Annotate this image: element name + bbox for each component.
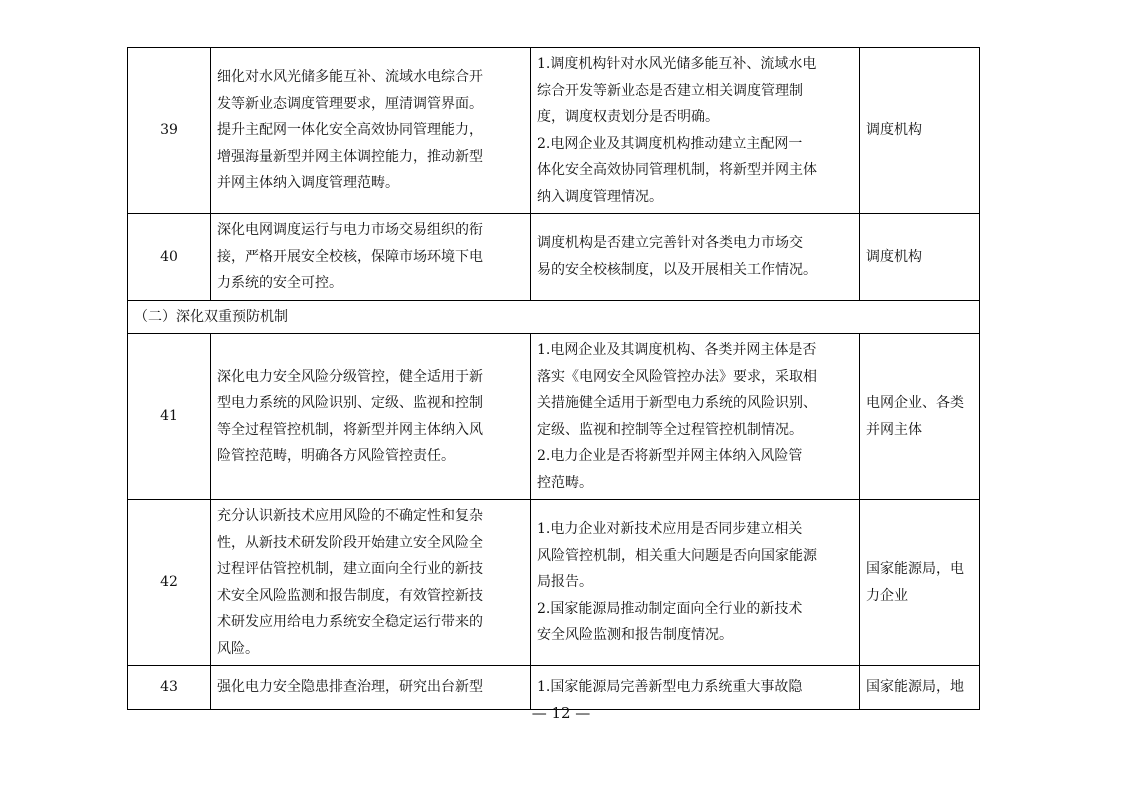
text-line: 1.调度机构针对水风光储多能互补、流域水电 bbox=[537, 56, 817, 72]
responsible-cell bbox=[860, 334, 980, 500]
text-line: 术研发应用给电力系统安全稳定运行带来的 bbox=[217, 614, 483, 630]
responsible-cell bbox=[860, 666, 980, 710]
text-line: 局报告。 bbox=[537, 574, 593, 591]
text-line: 力系统的安全可控。 bbox=[217, 275, 343, 291]
check-cell bbox=[531, 334, 860, 500]
text-line: 电网企业、各类 bbox=[866, 395, 964, 411]
text-line: 并网主体 bbox=[866, 421, 922, 438]
text-line: 风险管控机制，相关重大问题是否向国家能源 bbox=[537, 547, 817, 564]
text-line: 关措施健全适用于新型电力系统的风险识别、 bbox=[537, 395, 817, 411]
text-line: 深化电力安全风险分级管控，健全适用于新 bbox=[217, 368, 483, 385]
text-line: 2.电力企业是否将新型并网主体纳入风险管 bbox=[537, 448, 803, 464]
text-line: 提升主配网一体化安全高效协同管理能力， bbox=[217, 122, 483, 139]
text-line: 等全过程管控机制，将新型并网主体纳入风 bbox=[217, 421, 483, 438]
section-heading: （二）深化双重预防机制 bbox=[128, 300, 980, 334]
table-row bbox=[128, 48, 980, 214]
text-line: 定级、监视和控制等全过程管控机制情况。 bbox=[537, 421, 803, 438]
responsible-cell bbox=[860, 214, 980, 301]
table-row bbox=[128, 214, 980, 301]
text-line: 国家能源局，电 bbox=[866, 561, 964, 577]
text-line: 1.电力企业对新技术应用是否同步建立相关 bbox=[537, 521, 803, 538]
responsible-cell bbox=[860, 48, 980, 214]
check-cell bbox=[531, 666, 860, 710]
text-line: 易的安全校核制度，以及开展相关工作情况。 bbox=[537, 261, 817, 278]
text-line: 力企业 bbox=[866, 587, 908, 604]
text-line: 控范畴。 bbox=[537, 474, 593, 491]
check-cell bbox=[531, 214, 860, 301]
text-line: 并网主体纳入调度管理范畴。 bbox=[217, 175, 399, 192]
page-number: — 12 — bbox=[531, 704, 591, 722]
row-number: 42 bbox=[128, 500, 211, 666]
text-line: 调度机构 bbox=[866, 122, 922, 139]
text-line: 1.国家能源局完善新型电力系统重大事故隐 bbox=[537, 679, 803, 696]
section-row bbox=[128, 300, 980, 334]
task-cell bbox=[211, 48, 531, 214]
check-cell bbox=[531, 500, 860, 666]
row-number: 41 bbox=[128, 334, 211, 500]
text-line: 过程评估管控机制，建立面向全行业的新技 bbox=[217, 561, 483, 577]
text-line: 接，严格开展安全校核，保障市场环境下电 bbox=[217, 248, 483, 265]
text-line: 调度机构 bbox=[866, 248, 922, 265]
text-line: 2.国家能源局推动制定面向全行业的新技术 bbox=[537, 600, 803, 617]
task-cell bbox=[211, 500, 531, 666]
text-line: 度，调度权责划分是否明确。 bbox=[537, 109, 719, 125]
row-number: 39 bbox=[128, 48, 211, 214]
row-number: 43 bbox=[128, 666, 211, 710]
task-cell bbox=[211, 666, 531, 710]
text-line: 安全风险监测和报告制度情况。 bbox=[537, 627, 733, 644]
text-line: 2.电网企业及其调度机构推动建立主配网一 bbox=[537, 135, 803, 152]
text-line: 增强海量新型并网主体调控能力，推动新型 bbox=[217, 148, 483, 165]
text-line: 充分认识新技术应用风险的不确定性和复杂 bbox=[217, 508, 483, 524]
text-line: 发等新业态调度管理要求，厘清调管界面。 bbox=[217, 95, 483, 112]
inspection-table bbox=[127, 47, 980, 710]
task-cell bbox=[211, 334, 531, 500]
text-line: 性，从新技术研发阶段开始建立安全风险全 bbox=[217, 534, 483, 551]
text-line: 综合开发等新业态是否建立相关调度管理制 bbox=[537, 82, 803, 99]
text-line: 型电力系统的风险识别、定级、监视和控制 bbox=[217, 395, 483, 411]
check-cell bbox=[531, 48, 860, 214]
text-line: 深化电网调度运行与电力市场交易组织的衔 bbox=[217, 222, 483, 238]
text-line: 调度机构是否建立完善针对各类电力市场交 bbox=[537, 235, 803, 252]
text-line: 术安全风险监测和报告制度，有效管控新技 bbox=[217, 587, 483, 604]
text-line: 强化电力安全隐患排查治理，研究出台新型 bbox=[217, 679, 483, 696]
text-line: 落实《电网安全风险管控办法》要求，采取相 bbox=[537, 368, 817, 385]
table-row bbox=[128, 334, 980, 500]
text-line: 纳入调度管理情况。 bbox=[537, 188, 663, 205]
text-line: 险管控范畴，明确各方风险管控责任。 bbox=[217, 448, 455, 464]
responsible-cell bbox=[860, 500, 980, 666]
text-line: 风险。 bbox=[217, 640, 259, 657]
row-number: 40 bbox=[128, 214, 211, 301]
text-line: 1.电网企业及其调度机构、各类并网主体是否 bbox=[537, 342, 817, 358]
task-cell bbox=[211, 214, 531, 301]
text-line: 国家能源局，地 bbox=[866, 679, 964, 696]
table-row bbox=[128, 666, 980, 710]
table-row bbox=[128, 500, 980, 666]
text-line: 体化安全高效协同管理机制，将新型并网主体 bbox=[537, 162, 817, 178]
text-line: 细化对水风光储多能互补、流域水电综合开 bbox=[217, 69, 483, 86]
